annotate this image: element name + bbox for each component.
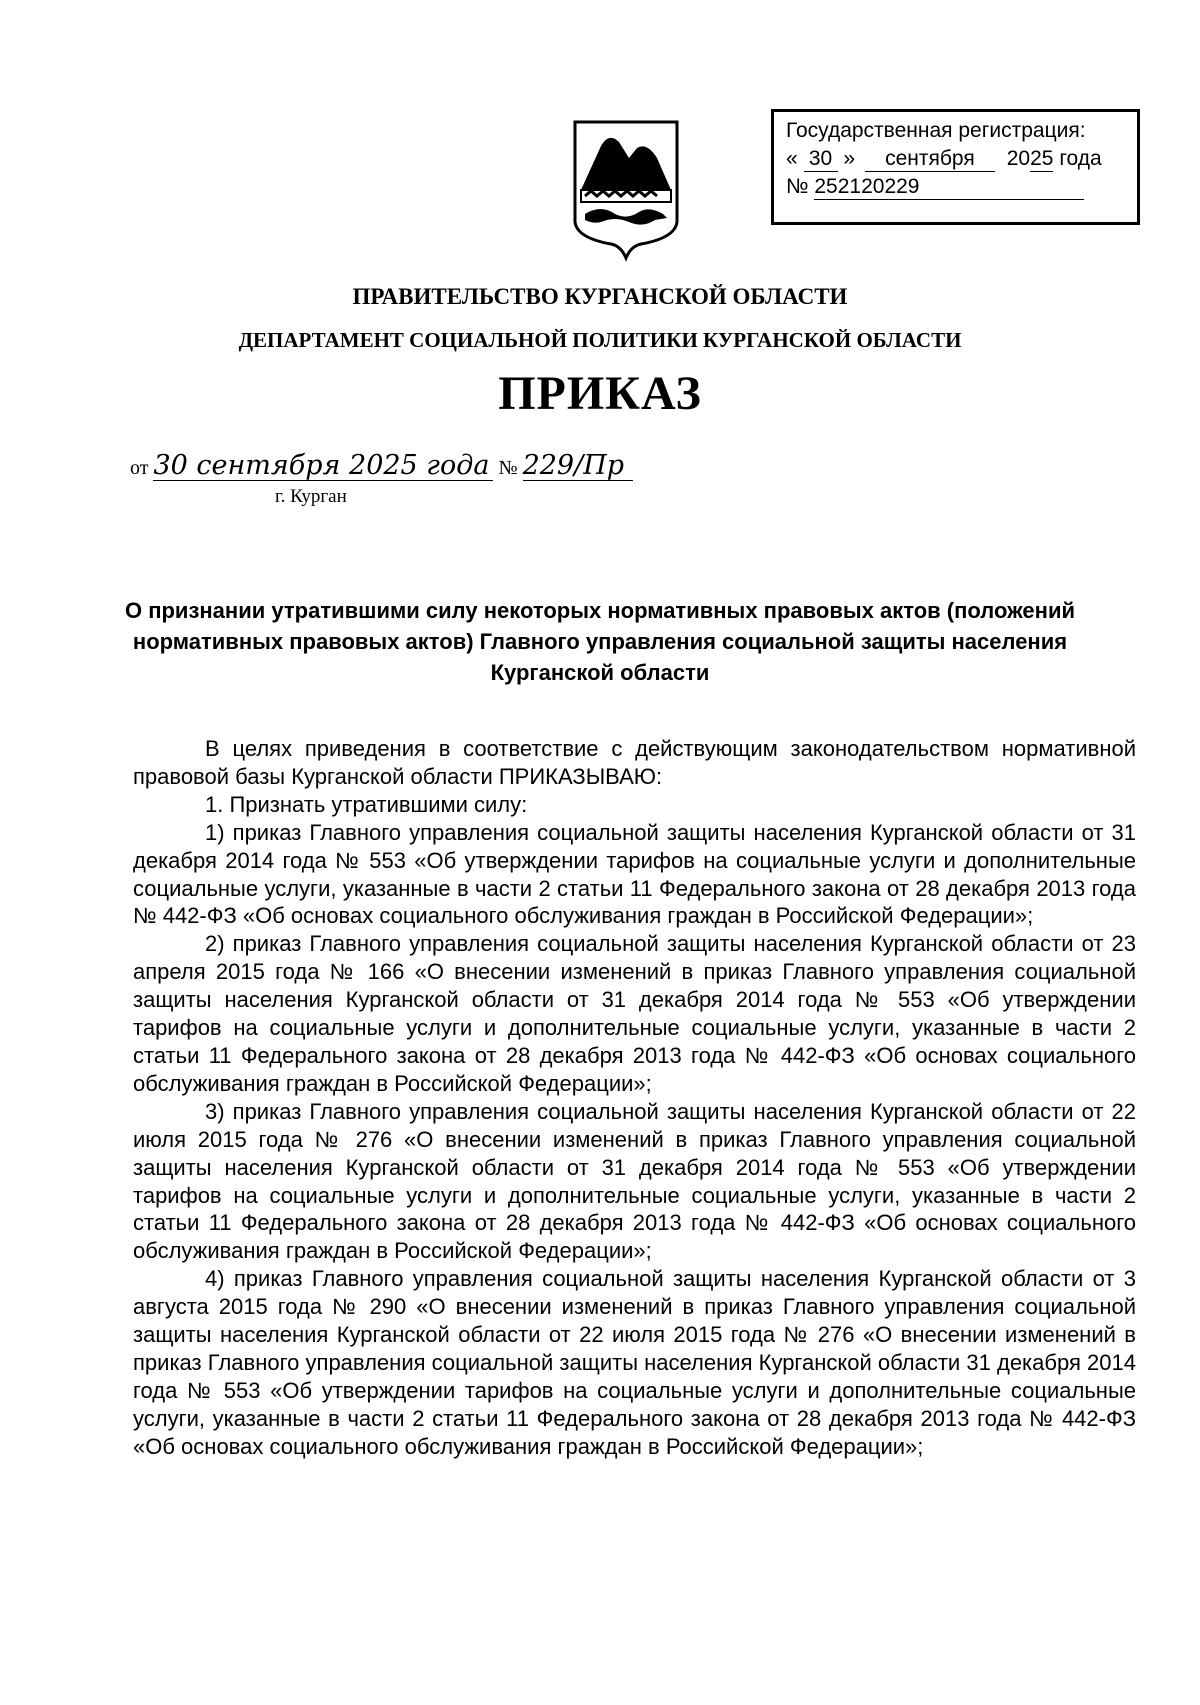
order-number-label: № <box>498 457 518 479</box>
from-label: от <box>130 457 149 479</box>
order-date-line <box>130 452 633 481</box>
registration-close-quote: » <box>843 147 856 170</box>
paragraph-subitem-3: 3) приказ Главного управления социальной защиты населения Курганской области от 22 июля 2015 года № 276 «О внесении изменений в приказ Главного управления социальной защиты населения Курганской области от 31 декабря 2014 года № 553 «Об утверждении тарифов на социальные услуги и дополнительные социальные услуги, указанные в части 2 статьи 11 Федерального закона от 28 декабря 2013 года № 442-ФЗ «Об основах социального обслуживания граждан в Российской Федерации»; <box>133 1098 1136 1264</box>
paragraph-item-1: 1. Признать утратившими силу: <box>205 791 528 817</box>
paragraph-subitem-4: 4) приказ Главного управления социальной защиты населения Курганской области от 3 августа 2015 года № 290 «О внесении изменений в приказ Главного управления социальной защиты населения Курганской области от 22 июля 2015 года № 276 «О внесении изменений в приказ Главного управления социальной защиты населения Курганской области 31 декабря 2014 года № 553 «Об утверждении тарифов на социальные услуги и дополнительные социальные услуги, указанные в части 2 статьи 11 Федерального закона от 28 декабря 2013 года № 442-ФЗ «Об основах социального обслуживания граждан в Российской Федерации»; <box>133 1266 1136 1459</box>
document-body <box>133 735 1136 1461</box>
registration-year-prefix: 20 <box>1006 147 1031 170</box>
document-title: О признании утратившими силу некоторых нормативных правовых актов (положений нормативных правовых актов) Главного управления социальной защиты населения Курганской области <box>124 598 1076 685</box>
registration-number-label: № <box>786 175 809 198</box>
department-name: ДЕПАРТАМЕНТ СОЦИАЛЬНОЙ ПОЛИТИКИ КУРГАНСКОЙ ОБЛАСТИ <box>238 328 962 352</box>
registration-month: сентября <box>865 147 995 172</box>
coat-of-arms-icon <box>571 118 681 268</box>
document-type: ПРИКАЗ <box>498 367 702 420</box>
paragraph-subitem-2: 2) приказ Главного управления социальной защиты населения Курганской области от 23 апреля 2015 года № 166 «О внесении изменений в приказ Главного управления социальной защиты населения Курганской области от 31 декабря 2014 года № 553 «Об утверждении тарифов на социальные услуги и дополнительные социальные услуги, указанные в части 2 статьи 11 Федерального закона от 28 декабря 2013 года № 442-ФЗ «Об основах социального обслуживания граждан в Российской Федерации»; <box>133 931 1136 1096</box>
registration-number: 252120229 <box>814 175 1084 200</box>
registration-year-suffix: 25 <box>1030 147 1054 170</box>
registration-day: 30 <box>804 147 838 172</box>
city-name: г. Курган <box>275 486 347 507</box>
government-name: ПРАВИТЕЛЬСТВО КУРГАНСКОЙ ОБЛАСТИ <box>352 284 848 309</box>
paragraph-preamble: В целях приведения в соответствие с действующим законодательством нормативной правовой базы Курганской области ПРИКАЗЫВАЮ: <box>133 736 1136 789</box>
handwritten-date: 30 сентября 2025 года <box>153 452 493 481</box>
registration-open-quote: « <box>786 147 798 170</box>
paragraph-subitem-1: 1) приказ Главного управления социальной защиты населения Курганской области от 31 декабря 2014 года № 553 «Об утверждении тарифов на социальные услуги и дополнительные социальные услуги, указанные в части 2 статьи 11 Федерального закона от 28 декабря 2013 года № 442-ФЗ «Об основах социального обслуживания граждан в Российской Федерации»; <box>133 819 1136 929</box>
registration-year-word: года <box>1059 147 1102 170</box>
registration-number-line <box>786 173 1137 201</box>
registration-title: Государственная регистрация: <box>786 119 1086 142</box>
handwritten-order-number: 229/Пр <box>523 452 633 481</box>
registration-date <box>786 145 1137 173</box>
state-registration-box <box>771 109 1140 225</box>
